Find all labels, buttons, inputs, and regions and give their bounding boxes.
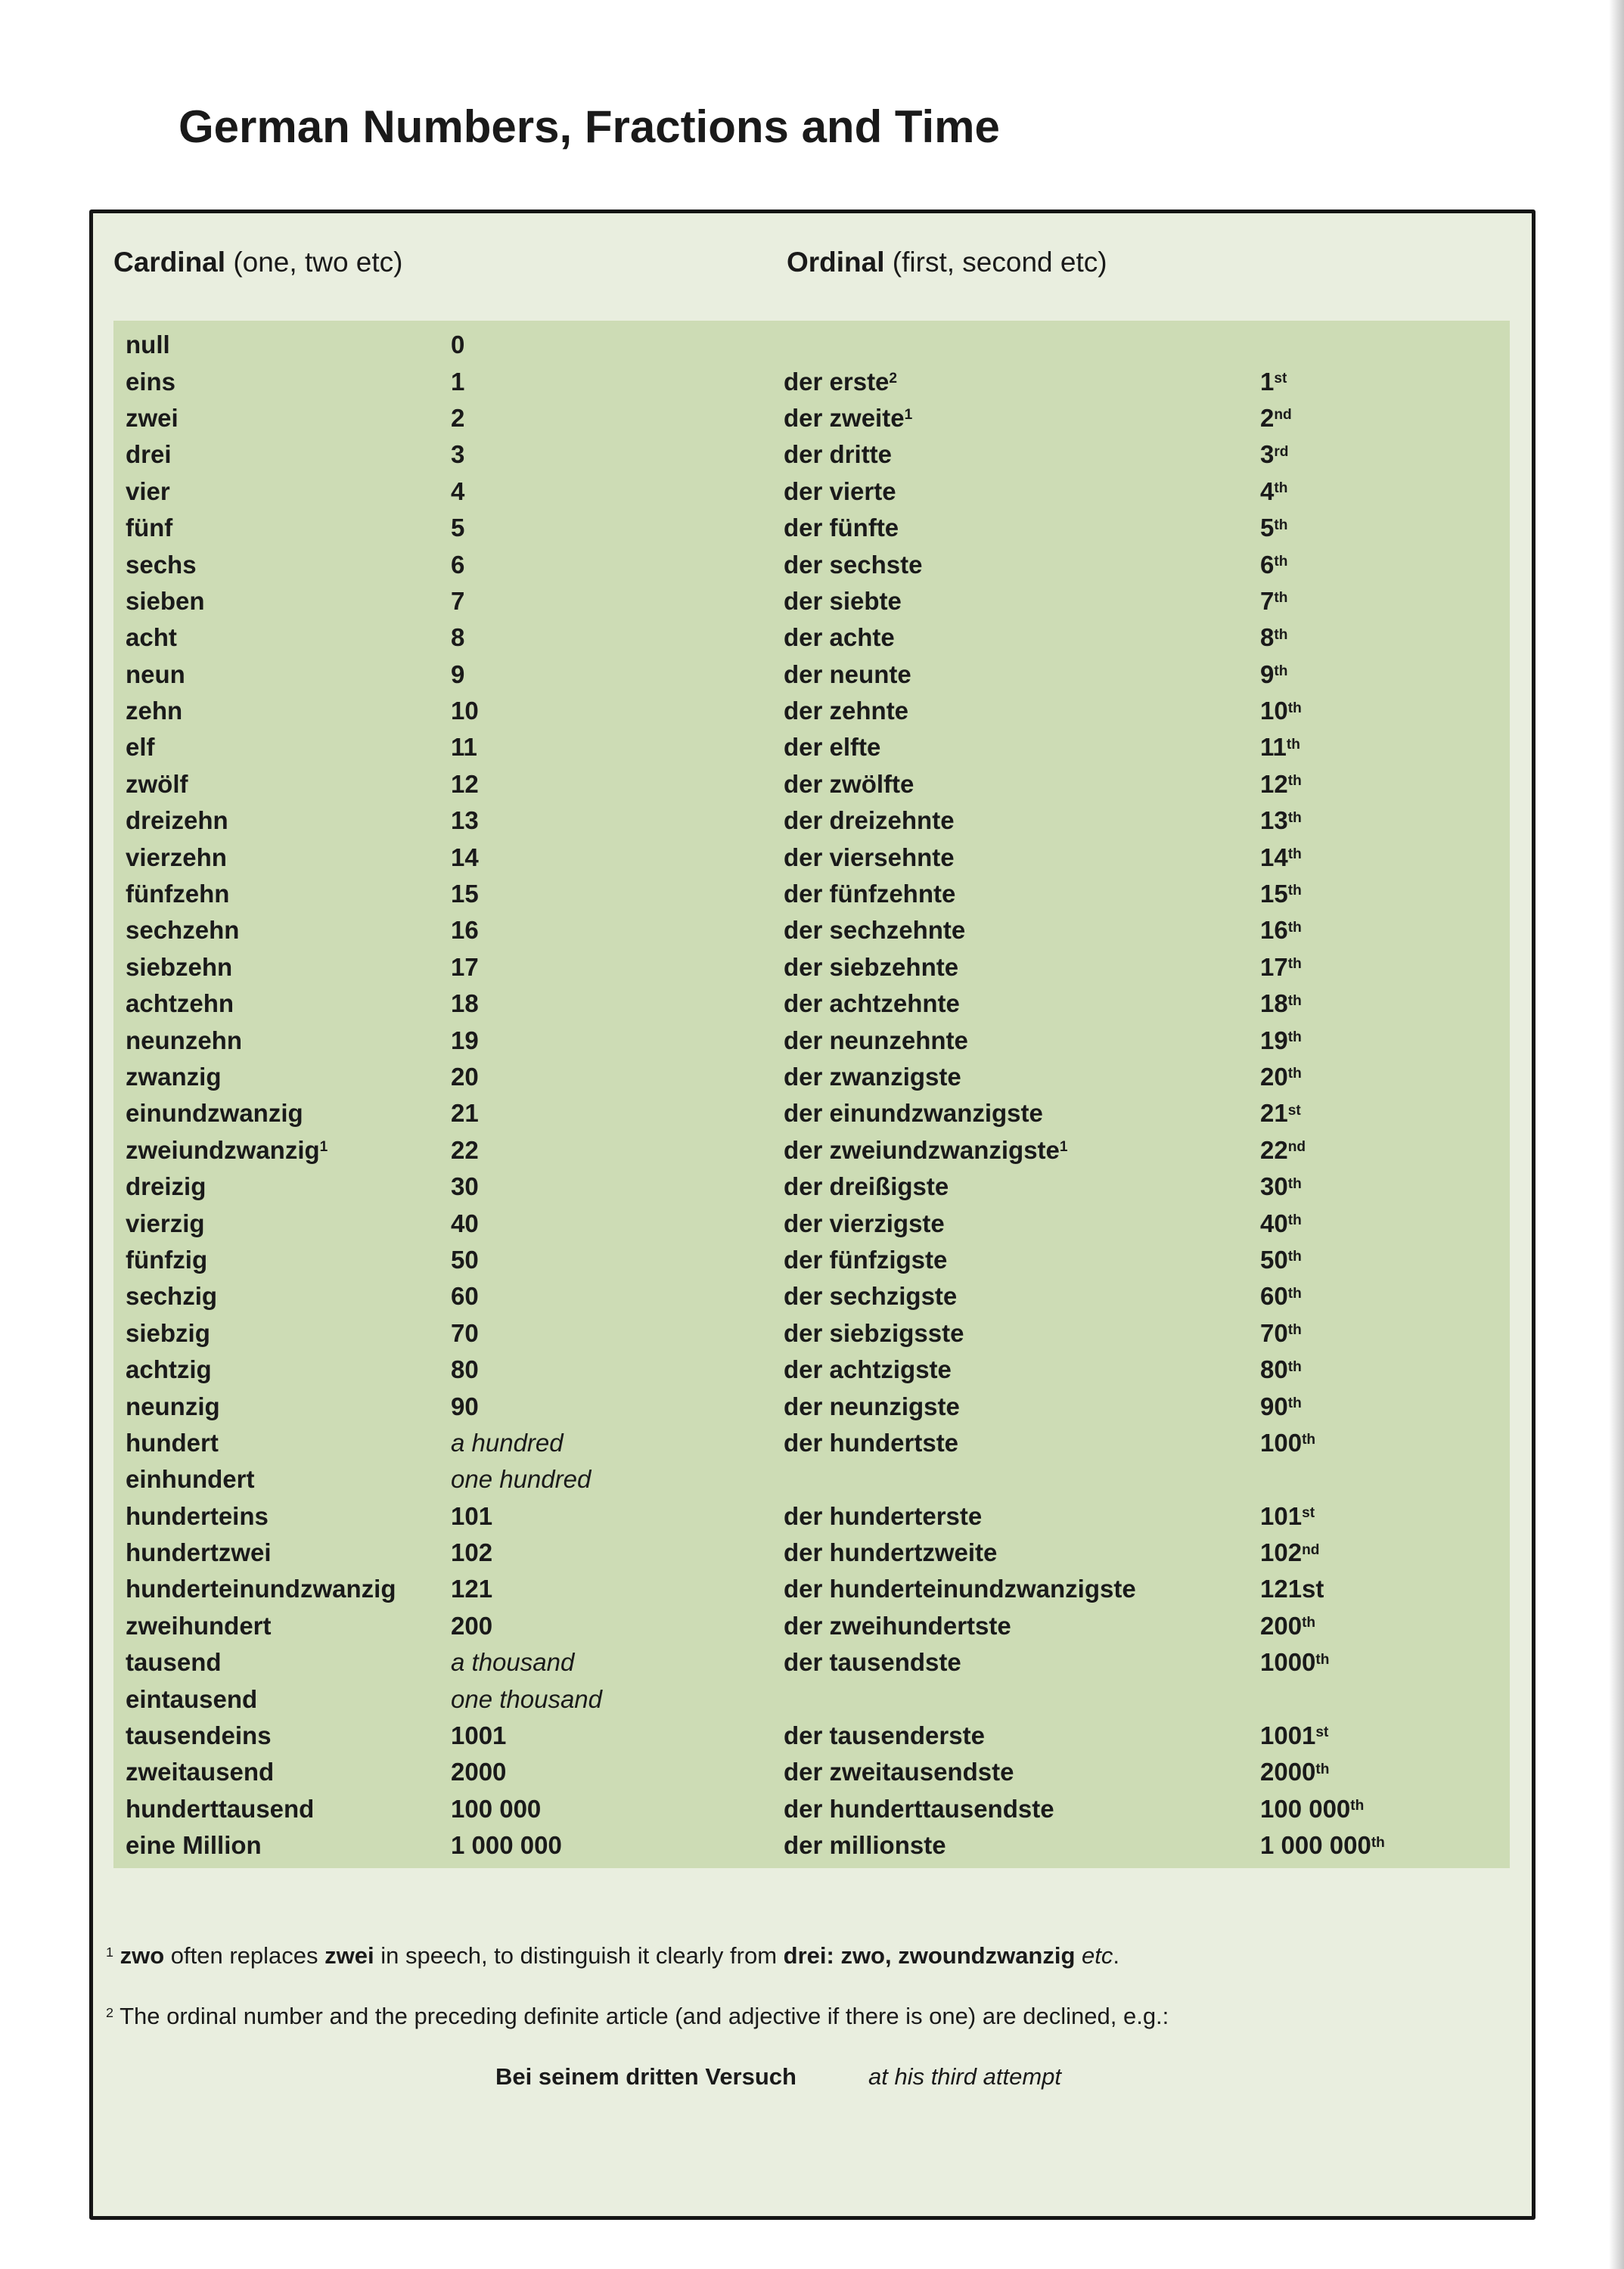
ordinal-word: der millionste bbox=[784, 1831, 946, 1860]
ordinal-numeral: 21st bbox=[1260, 1099, 1301, 1128]
ordinal-numeral: 3rd bbox=[1260, 440, 1289, 469]
table-row bbox=[113, 1388, 1510, 1424]
table-row bbox=[113, 1571, 1510, 1607]
ordinal-word: der sechzigste bbox=[784, 1282, 958, 1311]
table-row bbox=[113, 436, 1510, 473]
ordinal-numeral: 30th bbox=[1260, 1172, 1302, 1201]
cardinal-word: drei bbox=[126, 440, 172, 469]
ordinal-numeral: 13th bbox=[1260, 806, 1302, 835]
cardinal-word: fünfzig bbox=[126, 1245, 208, 1274]
table-row bbox=[113, 1132, 1510, 1169]
cardinal-numeral: 18 bbox=[451, 989, 479, 1018]
ordinal-numeral: 19th bbox=[1260, 1026, 1302, 1054]
ordinal-numeral: 17th bbox=[1260, 952, 1302, 981]
cardinal-numeral: 100 000 bbox=[451, 1794, 542, 1823]
ordinal-word: der zweite$^1$ bbox=[784, 403, 913, 432]
cardinal-word: sechzig bbox=[126, 1282, 218, 1311]
table-row bbox=[113, 1827, 1510, 1864]
table-row bbox=[113, 1095, 1510, 1131]
cardinal-word: zwei bbox=[126, 403, 179, 432]
ordinal-numeral: 6th bbox=[1260, 550, 1288, 579]
table-row bbox=[113, 619, 1510, 656]
cardinal-word: achtzig bbox=[126, 1355, 212, 1384]
ordinal-word: der viersehnte bbox=[784, 843, 955, 871]
ordinal-word: der sechzehnte bbox=[784, 916, 966, 945]
cardinal-header-note: (one, two etc) bbox=[225, 247, 403, 278]
ordinal-numeral: 20th bbox=[1260, 1063, 1302, 1091]
cardinal-numeral: 20 bbox=[451, 1063, 479, 1091]
table-row bbox=[113, 876, 1510, 912]
ordinal-numeral: 12th bbox=[1260, 769, 1302, 798]
cardinal-numeral: 102 bbox=[451, 1538, 493, 1567]
table-row bbox=[113, 1278, 1510, 1315]
table-row bbox=[113, 839, 1510, 875]
table-row bbox=[113, 363, 1510, 399]
cardinal-numeral: 12 bbox=[451, 769, 479, 798]
cardinal-word: zweiundzwanzig$^1$ bbox=[126, 1135, 328, 1164]
cardinal-numeral: 90 bbox=[451, 1392, 479, 1420]
cardinal-word: hunderttausend bbox=[126, 1794, 315, 1823]
ordinal-word: der siebte bbox=[784, 586, 902, 615]
table-row bbox=[113, 1718, 1510, 1754]
cardinal-word: hunderteinundzwanzig bbox=[126, 1575, 396, 1603]
ordinal-word: der tausenderste bbox=[784, 1721, 985, 1750]
cardinal-numeral: 11 bbox=[451, 733, 477, 762]
ordinal-numeral: 200th bbox=[1260, 1611, 1316, 1640]
cardinal-word: neunzehn bbox=[126, 1026, 242, 1054]
ordinal-word: der vierzigste bbox=[784, 1209, 945, 1237]
cardinal-word: fünfzehn bbox=[126, 880, 230, 908]
cardinal-word: eine Million bbox=[126, 1831, 262, 1860]
table-row bbox=[113, 473, 1510, 510]
cardinal-numeral: 0 bbox=[451, 331, 465, 359]
cardinal-word: hunderteins bbox=[126, 1501, 269, 1530]
ordinal-numeral: 14th bbox=[1260, 843, 1302, 871]
ordinal-numeral: 70th bbox=[1260, 1318, 1302, 1347]
footnote-2: $^2$ The ordinal number and the preceding definite article (and adjective if there is one) are declined, e.g.: bbox=[106, 2003, 1169, 2029]
numbers-list bbox=[113, 321, 1510, 1868]
cardinal-numeral: a thousand bbox=[451, 1648, 575, 1677]
page-edge-shadow bbox=[1609, 0, 1624, 2269]
cardinal-column-header bbox=[113, 247, 402, 278]
cardinal-numeral: 80 bbox=[451, 1355, 479, 1384]
cardinal-numeral: 60 bbox=[451, 1282, 479, 1311]
cardinal-numeral: 7 bbox=[451, 586, 465, 615]
ordinal-word: der fünfzehnte bbox=[784, 880, 956, 908]
table-row bbox=[113, 729, 1510, 765]
table-row bbox=[113, 510, 1510, 546]
ordinal-numeral: 1001st bbox=[1260, 1721, 1329, 1750]
footnote-1: $^1$ zwo often replaces zwei in speech, to distinguish it clearly from drei: zwo, zwoundzwanzig etc. bbox=[106, 1942, 1120, 1969]
ordinal-word: der hunderterste bbox=[784, 1501, 983, 1530]
ordinal-numeral: 101st bbox=[1260, 1501, 1315, 1530]
cardinal-numeral: 3 bbox=[451, 440, 465, 469]
cardinal-word: dreizig bbox=[126, 1172, 206, 1201]
ordinal-numeral: 2000th bbox=[1260, 1758, 1330, 1786]
ordinal-word: der zweihundertste bbox=[784, 1611, 1011, 1640]
table-row bbox=[113, 546, 1510, 582]
cardinal-word: vier bbox=[126, 476, 170, 505]
ordinal-numeral: 121st bbox=[1260, 1575, 1324, 1603]
cardinal-word: achtzehn bbox=[126, 989, 234, 1018]
ordinal-word: der sechste bbox=[784, 550, 923, 579]
cardinal-word: eins bbox=[126, 367, 176, 396]
cardinal-numeral: 2 bbox=[451, 403, 465, 432]
cardinal-numeral: 200 bbox=[451, 1611, 493, 1640]
ordinal-word: der siebzehnte bbox=[784, 952, 959, 981]
ordinal-numeral: 22nd bbox=[1260, 1135, 1306, 1164]
table-row bbox=[113, 1352, 1510, 1388]
cardinal-word: tausendeins bbox=[126, 1721, 272, 1750]
table-row bbox=[113, 1461, 1510, 1498]
ordinal-word: der hundertste bbox=[784, 1428, 959, 1457]
example-english-text: at his third attempt bbox=[868, 2063, 1061, 2090]
cardinal-word: zweitausend bbox=[126, 1758, 275, 1786]
cardinal-word: acht bbox=[126, 623, 177, 652]
table-row bbox=[113, 1242, 1510, 1278]
cardinal-numeral: 19 bbox=[451, 1026, 479, 1054]
cardinal-numeral: 9 bbox=[451, 660, 465, 688]
cardinal-numeral: 50 bbox=[451, 1245, 479, 1274]
cardinal-numeral: one hundred bbox=[451, 1465, 592, 1494]
table-row bbox=[113, 1059, 1510, 1095]
cardinal-numeral: 16 bbox=[451, 916, 479, 945]
cardinal-numeral: 14 bbox=[451, 843, 479, 871]
ordinal-word: der dreißigste bbox=[784, 1172, 949, 1201]
ordinal-numeral: 102nd bbox=[1260, 1538, 1320, 1567]
cardinal-numeral: one thousand bbox=[451, 1684, 603, 1713]
ordinal-word: der fünfte bbox=[784, 514, 899, 542]
ordinal-numeral: 60th bbox=[1260, 1282, 1302, 1311]
cardinal-word: null bbox=[126, 331, 170, 359]
ordinal-numeral: 1 000 000th bbox=[1260, 1831, 1385, 1860]
ordinal-numeral: 90th bbox=[1260, 1392, 1302, 1420]
cardinal-numeral: 13 bbox=[451, 806, 479, 835]
example-german-text: Bei seinem dritten Versuch bbox=[495, 2063, 796, 2090]
ordinal-numeral: 100th bbox=[1260, 1428, 1316, 1457]
table-row bbox=[113, 656, 1510, 693]
cardinal-word: siebzehn bbox=[126, 952, 233, 981]
table-row bbox=[113, 986, 1510, 1022]
ordinal-word: der einundzwanzigste bbox=[784, 1099, 1043, 1128]
ordinal-header-word: Ordinal bbox=[787, 247, 885, 278]
ordinal-word: der neunzehnte bbox=[784, 1026, 968, 1054]
page-title: German Numbers, Fractions and Time bbox=[179, 101, 1000, 152]
ordinal-word: der erste$^2$ bbox=[784, 367, 898, 396]
cardinal-numeral: 6 bbox=[451, 550, 465, 579]
ordinal-word: der achtzehnte bbox=[784, 989, 960, 1018]
cardinal-word: neunzig bbox=[126, 1392, 220, 1420]
cardinal-numeral: 21 bbox=[451, 1099, 479, 1128]
cardinal-word: hundertzwei bbox=[126, 1538, 272, 1567]
ordinal-numeral: 5th bbox=[1260, 514, 1288, 542]
ordinal-numeral: 15th bbox=[1260, 880, 1302, 908]
footnote-marker: 1 bbox=[106, 1945, 113, 1960]
ordinal-word: der zweitausendste bbox=[784, 1758, 1014, 1786]
cardinal-word: dreizehn bbox=[126, 806, 228, 835]
table-row bbox=[113, 766, 1510, 802]
declension-example-line bbox=[495, 2063, 1061, 2091]
ordinal-numeral: 7th bbox=[1260, 586, 1288, 615]
ordinal-word: der zweiundzwanzigste$^1$ bbox=[784, 1135, 1068, 1164]
ordinal-column-header bbox=[787, 247, 1107, 278]
ordinal-word: der neunzigste bbox=[784, 1392, 960, 1420]
ordinal-word: der fünfzigste bbox=[784, 1245, 948, 1274]
cardinal-word: zwölf bbox=[126, 769, 188, 798]
ordinal-word: der vierte bbox=[784, 476, 896, 505]
cardinal-word: vierzig bbox=[126, 1209, 205, 1237]
ordinal-numeral: 2nd bbox=[1260, 403, 1292, 432]
table-row bbox=[113, 400, 1510, 436]
ordinal-numeral: 10th bbox=[1260, 697, 1302, 725]
ordinal-word: der elfte bbox=[784, 733, 881, 762]
ordinal-word: der hundertzweite bbox=[784, 1538, 998, 1567]
cardinal-word: vierzehn bbox=[126, 843, 227, 871]
table-row bbox=[113, 1754, 1510, 1790]
ordinal-numeral: 1st bbox=[1260, 367, 1287, 396]
table-row bbox=[113, 1022, 1510, 1058]
table-row bbox=[113, 327, 1510, 363]
table-row bbox=[113, 1498, 1510, 1535]
ordinal-word: der zwanzigste bbox=[784, 1063, 961, 1091]
cardinal-word: tausend bbox=[126, 1648, 222, 1677]
ordinal-word: der zwölfte bbox=[784, 769, 914, 798]
table-row bbox=[113, 583, 1510, 619]
ordinal-word: der neunte bbox=[784, 660, 911, 688]
table-row bbox=[113, 1425, 1510, 1461]
cardinal-numeral: 101 bbox=[451, 1501, 493, 1530]
cardinal-header-word: Cardinal bbox=[113, 247, 226, 278]
cardinal-word: zweihundert bbox=[126, 1611, 272, 1640]
cardinal-word: einhundert bbox=[126, 1465, 255, 1494]
cardinal-numeral: 30 bbox=[451, 1172, 479, 1201]
table-row bbox=[113, 1791, 1510, 1827]
cardinal-numeral: 10 bbox=[451, 697, 479, 725]
ordinal-word: der hunderttausendste bbox=[784, 1794, 1054, 1823]
cardinal-word: neun bbox=[126, 660, 185, 688]
ordinal-word: der siebzigsste bbox=[784, 1318, 964, 1347]
ordinal-word: der achtzigste bbox=[784, 1355, 952, 1384]
table-row bbox=[113, 1169, 1510, 1205]
cardinal-word: fünf bbox=[126, 514, 173, 542]
cardinal-word: elf bbox=[126, 733, 155, 762]
ordinal-numeral: 16th bbox=[1260, 916, 1302, 945]
cardinal-word: einundzwanzig bbox=[126, 1099, 303, 1128]
ordinal-numeral: 1000th bbox=[1260, 1648, 1330, 1677]
ordinal-word: der dreizehnte bbox=[784, 806, 955, 835]
table-row bbox=[113, 1608, 1510, 1644]
cardinal-numeral: 40 bbox=[451, 1209, 479, 1237]
ordinal-word: der dritte bbox=[784, 440, 893, 469]
ordinal-numeral: 8th bbox=[1260, 623, 1288, 652]
table-row bbox=[113, 949, 1510, 986]
cardinal-numeral: 1 bbox=[451, 367, 465, 396]
cardinal-numeral: 8 bbox=[451, 623, 465, 652]
table-row bbox=[113, 802, 1510, 839]
ordinal-numeral: 4th bbox=[1260, 476, 1288, 505]
ordinal-numeral: 100 000th bbox=[1260, 1794, 1365, 1823]
table-row bbox=[113, 1644, 1510, 1681]
table-row bbox=[113, 1681, 1510, 1717]
cardinal-word: siebzig bbox=[126, 1318, 210, 1347]
ordinal-numeral: 80th bbox=[1260, 1355, 1302, 1384]
cardinal-numeral: a hundred bbox=[451, 1428, 564, 1457]
table-row bbox=[113, 1315, 1510, 1352]
ordinal-header-note: (first, second etc) bbox=[884, 247, 1107, 278]
cardinal-numeral: 5 bbox=[451, 514, 465, 542]
cardinal-numeral: 121 bbox=[451, 1575, 493, 1603]
cardinal-word: sechs bbox=[126, 550, 197, 579]
footnote-marker: 2 bbox=[106, 2005, 113, 2021]
cardinal-word: zwanzig bbox=[126, 1063, 222, 1091]
cardinal-numeral: 22 bbox=[451, 1135, 479, 1164]
cardinal-numeral: 1 000 000 bbox=[451, 1831, 562, 1860]
cardinal-numeral: 1001 bbox=[451, 1721, 507, 1750]
cardinal-word: hundert bbox=[126, 1428, 219, 1457]
cardinal-numeral: 2000 bbox=[451, 1758, 507, 1786]
table-row bbox=[113, 1535, 1510, 1571]
ordinal-numeral: 9th bbox=[1260, 660, 1288, 688]
cardinal-word: sechzehn bbox=[126, 916, 240, 945]
cardinal-word: eintausend bbox=[126, 1684, 258, 1713]
table-row bbox=[113, 1205, 1510, 1241]
ordinal-word: der hunderteinundzwanzigste bbox=[784, 1575, 1136, 1603]
cardinal-numeral: 4 bbox=[451, 476, 465, 505]
table-row bbox=[113, 693, 1510, 729]
ordinal-word: der zehnte bbox=[784, 697, 909, 725]
cardinal-numeral: 17 bbox=[451, 952, 479, 981]
ordinal-numeral: 11th bbox=[1260, 733, 1300, 762]
cardinal-word: zehn bbox=[126, 697, 183, 725]
ordinal-word: der tausendste bbox=[784, 1648, 961, 1677]
cardinal-numeral: 15 bbox=[451, 880, 479, 908]
numbers-table-panel bbox=[89, 210, 1536, 2220]
ordinal-numeral: 50th bbox=[1260, 1245, 1302, 1274]
cardinal-word: sieben bbox=[126, 586, 205, 615]
table-row bbox=[113, 912, 1510, 948]
ordinal-numeral: 18th bbox=[1260, 989, 1302, 1018]
ordinal-numeral: 40th bbox=[1260, 1209, 1302, 1237]
cardinal-numeral: 70 bbox=[451, 1318, 479, 1347]
ordinal-word: der achte bbox=[784, 623, 895, 652]
